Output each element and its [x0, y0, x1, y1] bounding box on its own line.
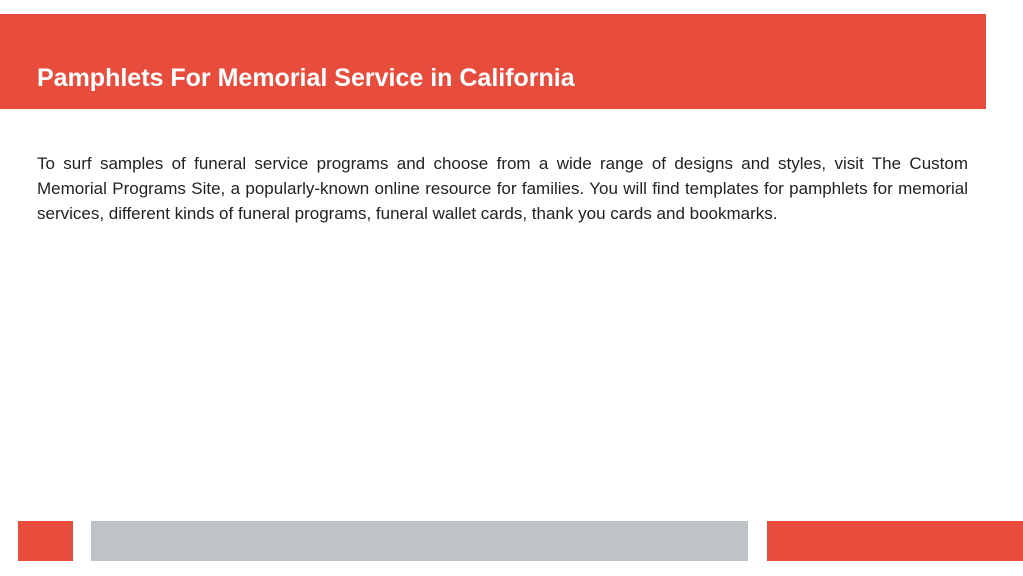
slide-title: Pamphlets For Memorial Service in California — [37, 64, 575, 92]
footer-bar-gray — [91, 521, 748, 561]
slide-body-text: To surf samples of funeral service programs and choose from a wide range of designs and styles, visit The Custom Memorial Programs Site, a popularly-known online resource for families. You will find templates for pamphlets for memorial services, different kinds of funeral programs, funeral wallet cards, thank you cards and bookmarks. — [37, 154, 968, 223]
footer-accent-right — [767, 521, 1023, 561]
footer-accent-left — [18, 521, 73, 561]
